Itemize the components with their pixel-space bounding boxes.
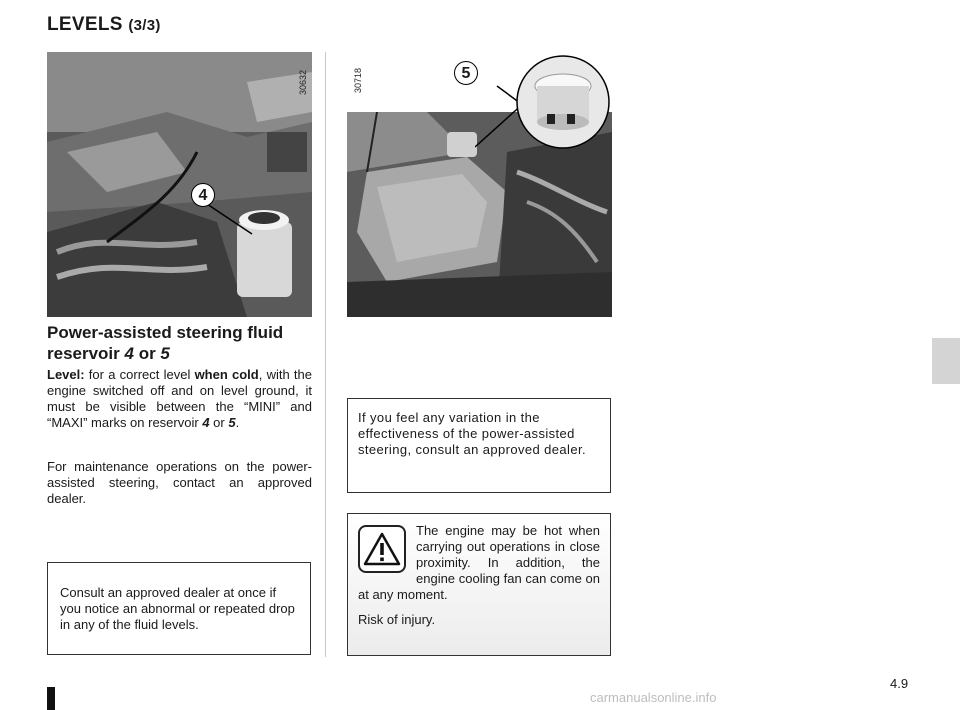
heading-line2: reservoir (47, 344, 125, 363)
level-or: or (209, 415, 229, 430)
hot-engine-warning (347, 513, 611, 656)
level-label: Level: (47, 367, 85, 382)
callout-4-label: 4 (198, 187, 208, 204)
heading-or: or (133, 344, 161, 363)
maintenance-paragraph: For maintenance operations on the power-assisted steering, contact an approved dealer. (47, 459, 312, 506)
chapter-tab (932, 338, 960, 384)
footer-marker (47, 687, 55, 710)
variation-note-text: If you feel any variation in the effectiveness of the power-assisted steering, consult an approved dealer. (358, 410, 586, 457)
photo-right-code: 30718 (353, 67, 363, 93)
page-number: 4.9 (890, 676, 909, 691)
section-heading (47, 322, 312, 364)
callout-4 (191, 183, 215, 207)
consult-dealer-note (47, 562, 311, 655)
warning-text: The engine may be hot when carrying out operations in close proximity. In addition, the engine cooling fan can come on at any moment. (358, 523, 600, 602)
consult-note-text: Consult an approved dealer at once if you notice an abnormal or repeated drop in any of the fluid levels. (60, 585, 295, 632)
level-emphasis: when cold (194, 367, 259, 382)
column-divider (325, 52, 326, 657)
level-text-1: for a correct level (84, 367, 195, 382)
heading-ref-4: 4 (124, 344, 134, 363)
level-ref-5: 5 (228, 415, 236, 430)
photo-left-code: 30632 (298, 69, 308, 95)
heading-line1: Power-assisted steering fluid (47, 323, 284, 342)
callout-5 (454, 61, 478, 85)
title-part: (3/3) (128, 17, 161, 34)
warning-triangle-icon (358, 525, 406, 573)
page-title (47, 14, 161, 36)
magnifier-detail (475, 52, 615, 167)
level-end: . (235, 415, 240, 430)
level-text-2: , with the engine switched off and on level ground, it must be visible between the “MINI” and “MAXI” marks on reservoir (47, 367, 312, 430)
level-paragraph (47, 367, 312, 431)
level-ref-4: 4 (202, 415, 210, 430)
risk-text: Risk of injury. (358, 612, 436, 627)
title-text: LEVELS (47, 14, 123, 35)
callout-5-label: 5 (461, 65, 471, 82)
heading-ref-5: 5 (160, 344, 170, 363)
engine-photo-left (47, 52, 312, 317)
watermark: carmanualsonline.info (590, 690, 717, 705)
steering-variation-note (347, 398, 611, 493)
